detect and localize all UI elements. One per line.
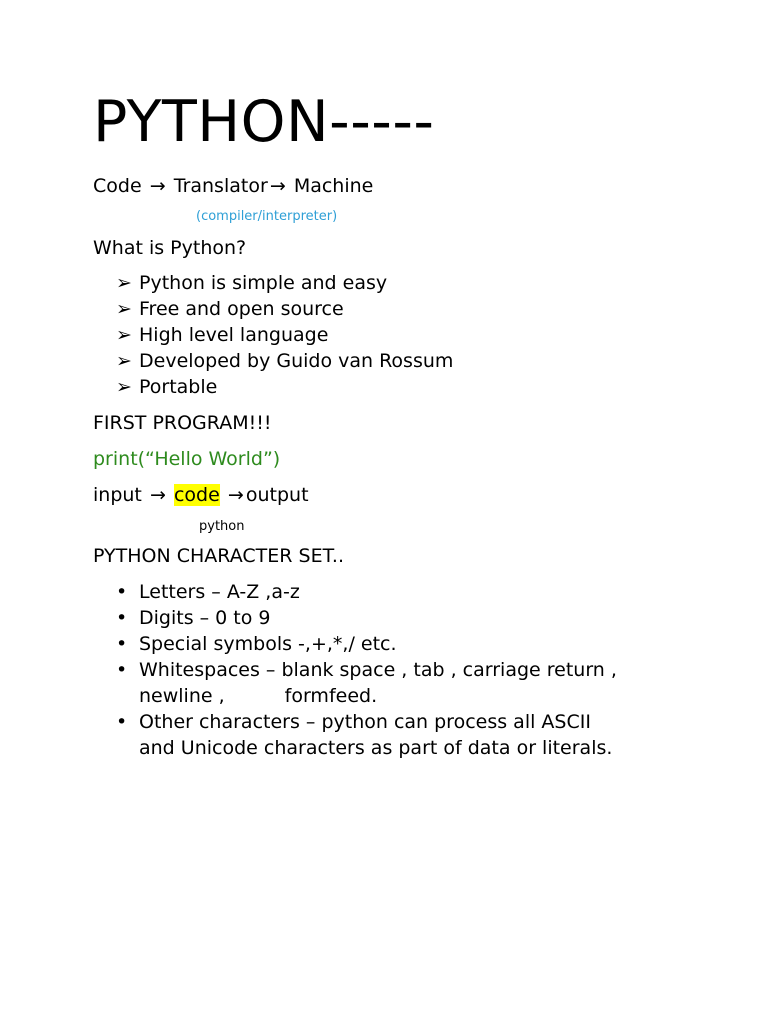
dot-bullet-icon: • bbox=[116, 633, 128, 655]
dot-bullet-icon: • bbox=[116, 581, 128, 603]
list-item: • Special symbols -,+,*,/ etc. bbox=[116, 633, 397, 655]
arrowhead-bullet-icon: ➢ bbox=[116, 298, 132, 320]
list-item: ➢ Python is simple and easy bbox=[116, 272, 388, 294]
dot-bullet-icon: • bbox=[116, 607, 128, 629]
io-output: output bbox=[245, 484, 309, 506]
list-item: ➢ High level language bbox=[116, 324, 329, 346]
flow-code: Code bbox=[93, 175, 142, 197]
list-item: ➢ Developed by Guido van Rossum bbox=[116, 350, 454, 372]
arrow-right-icon: → bbox=[269, 175, 286, 197]
arrowhead-bullet-icon: ➢ bbox=[116, 350, 132, 372]
flow-machine: Machine bbox=[293, 175, 374, 197]
io-code-highlighted: code bbox=[173, 484, 220, 506]
arrowhead-bullet-icon: ➢ bbox=[116, 376, 132, 398]
code-example: print(“Hello World”) bbox=[93, 448, 281, 470]
list-item: • Letters – A-Z ,a-z bbox=[116, 581, 300, 603]
io-flow bbox=[93, 482, 309, 508]
list-item: ➢ Free and open source bbox=[116, 298, 344, 320]
translation-flow bbox=[93, 173, 373, 199]
page-title: PYTHON----- bbox=[93, 89, 435, 155]
list-item: • Other characters – python can process all ASCII and Unicode characters as part of data or literals. bbox=[116, 711, 613, 759]
flow-note: (compiler/interpreter) bbox=[196, 209, 338, 224]
list-item: ➢ Portable bbox=[116, 376, 218, 398]
io-input: input bbox=[93, 484, 142, 506]
what-heading: What is Python? bbox=[93, 237, 247, 259]
charset-heading: PYTHON CHARACTER SET.. bbox=[93, 545, 345, 567]
arrowhead-bullet-icon: ➢ bbox=[116, 324, 132, 346]
arrow-right-icon: → bbox=[227, 484, 244, 506]
list-item: • Digits – 0 to 9 bbox=[116, 607, 271, 629]
what-list bbox=[116, 270, 453, 400]
flow-translator: Translator bbox=[173, 175, 268, 197]
dot-bullet-icon: • bbox=[116, 711, 128, 733]
arrow-right-icon: → bbox=[149, 175, 166, 197]
list-item: • Whitespaces – blank space , tab , carriage return , newline , formfeed. bbox=[116, 659, 617, 707]
arrow-right-icon: → bbox=[149, 484, 166, 506]
arrowhead-bullet-icon: ➢ bbox=[116, 272, 132, 294]
first-program-heading: FIRST PROGRAM!!! bbox=[93, 412, 272, 434]
dot-bullet-icon: • bbox=[116, 659, 128, 681]
charset-list bbox=[116, 579, 617, 761]
io-note: python bbox=[199, 519, 245, 534]
